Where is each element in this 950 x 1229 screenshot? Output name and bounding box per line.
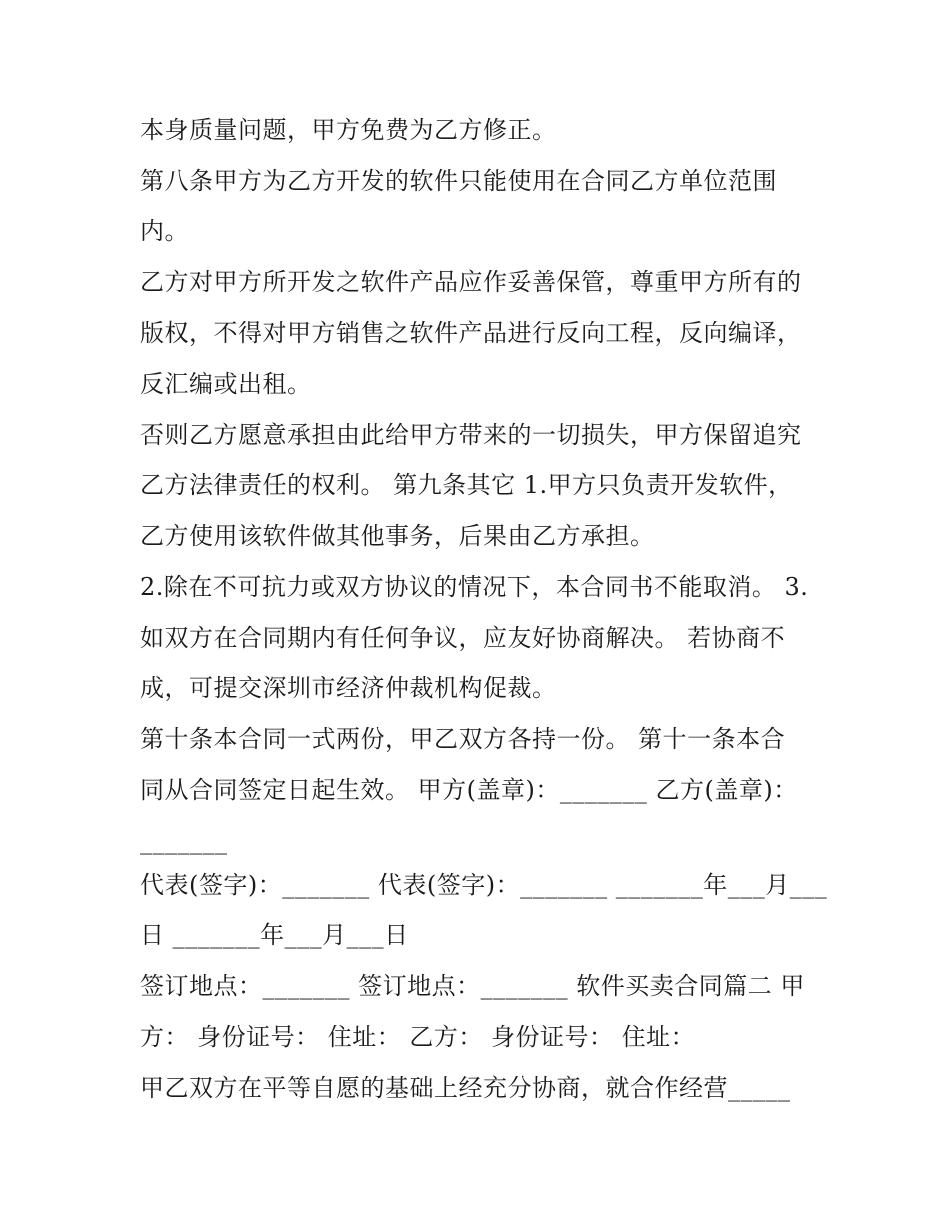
text-line: 乙方对甲方所开发之软件产品应作妥善保管，尊重甲方所有的 (140, 268, 802, 296)
text-line: 签订地点：_______ 签订地点：_______ 软件买卖合同篇二 甲 (140, 972, 805, 1000)
text-line: 第八条甲方为乙方开发的软件只能使用在合同乙方单位范围 (140, 167, 777, 195)
text-line: 内。 (140, 217, 189, 245)
text-line: 代表(签字)：_______ 代表(签字)：_______ _______年___月___ (140, 871, 828, 899)
text-line: 甲乙双方在平等自愿的基础上经充分协商，就合作经营_____ (140, 1074, 791, 1102)
text-line: 第十条本合同一式两份，甲乙双方各持一份。 第十一条本合 (140, 725, 786, 753)
text-line: 如双方在合同期内有任何争议，应友好协商解决。 若协商不 (140, 624, 786, 652)
text-line: 反汇编或出租。 (140, 370, 312, 398)
text-line: 日 _______年___月___日 (140, 921, 409, 949)
text-line: 否则乙方愿意承担由此给甲方带来的一切损失，甲方保留追究 (140, 421, 802, 449)
text-line: 乙方法律责任的权利。 第九条其它 1.甲方只负责开发软件， (140, 471, 793, 499)
text-line: 版权，不得对甲方销售之软件产品进行反向工程，反向编译， (140, 319, 802, 347)
signature-blank: _______ (140, 827, 228, 855)
text-line: 本身质量问题，甲方免费为乙方修正。 (140, 116, 557, 144)
text-line: 成，可提交深圳市经济仲裁机构促裁。 (140, 674, 557, 702)
text-line: 乙方使用该软件做其他事务，后果由乙方承担。 (140, 522, 655, 550)
text-line: 方： 身份证号： 住址： 乙方： 身份证号： 住址： (140, 1023, 696, 1051)
text-line: 2.除在不可抗力或双方协议的情况下，本合同书不能取消。 3. (140, 573, 809, 601)
text-line: 同从合同签定日起生效。 甲方(盖章)：_______ 乙方(盖章)： (140, 776, 798, 804)
